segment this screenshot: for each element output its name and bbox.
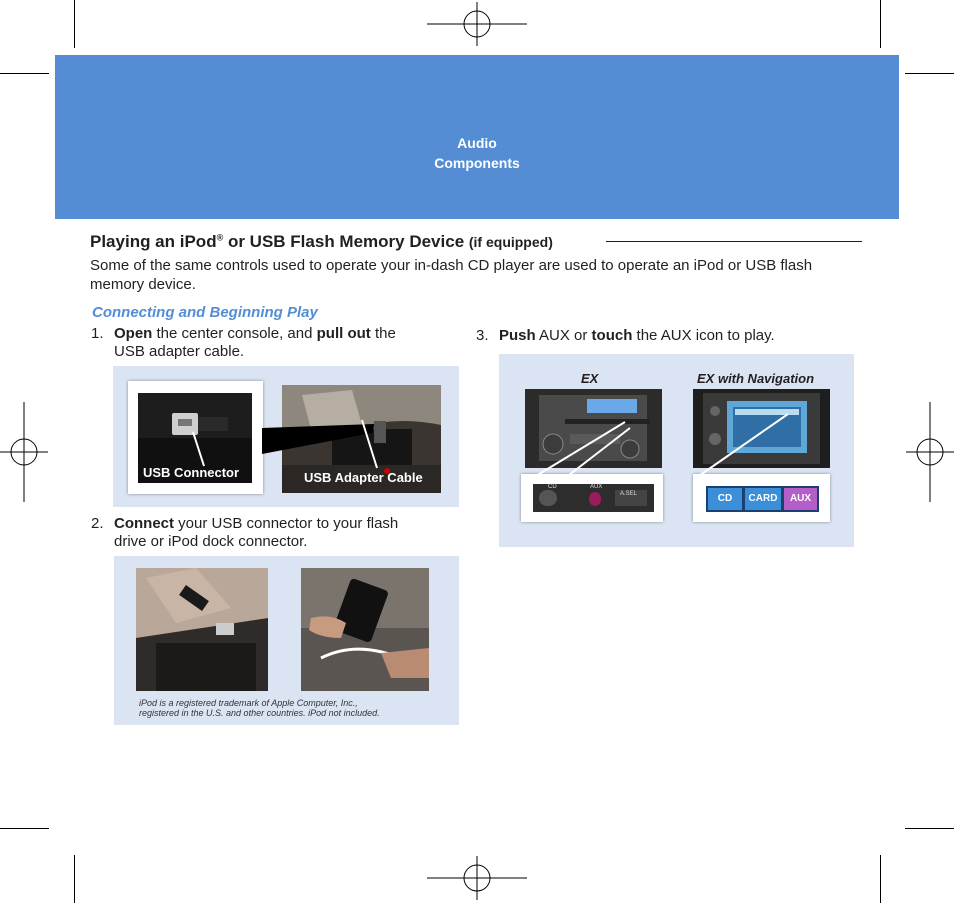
step-number: 2.	[91, 515, 104, 532]
step-verb: Open	[114, 325, 153, 342]
step-text	[114, 515, 398, 533]
step-text-part: the center console, and	[152, 325, 317, 342]
title-main: Playing an iPod	[90, 232, 217, 251]
section-title	[90, 232, 553, 252]
cd-button[interactable]	[539, 490, 557, 506]
crop-mark	[74, 0, 75, 48]
ipod-photo	[301, 568, 429, 691]
step-text	[114, 325, 396, 343]
asel-button-label: A.SEL	[620, 491, 638, 497]
callout-lines	[520, 410, 820, 490]
step-1	[91, 325, 431, 365]
step-number: 3.	[476, 327, 489, 344]
crop-mark	[880, 0, 881, 48]
step-text-part: the AUX icon to play.	[632, 327, 775, 344]
trademark-line-1: iPod is a registered trademark of Apple Computer, Inc.,	[139, 698, 358, 708]
plug-in-photo	[136, 568, 268, 691]
title-qualifier: (if equipped)	[468, 234, 553, 250]
step-verb: Push	[499, 327, 536, 344]
callout-wedge	[262, 410, 402, 470]
step-verb: Connect	[114, 515, 174, 532]
step-text	[499, 327, 775, 345]
banner-line-1: Audio	[457, 135, 497, 151]
crop-mark	[0, 73, 49, 74]
crop-mark	[0, 828, 49, 829]
step-2	[91, 515, 431, 555]
step-verb: touch	[591, 327, 633, 344]
step-text-part: the	[370, 325, 396, 342]
nav-aux-button[interactable]: AUX	[784, 488, 817, 510]
title-rule	[606, 241, 862, 242]
trademark-note	[139, 698, 439, 718]
nav-card-button[interactable]: CARD	[745, 488, 781, 510]
usb-connector-label: USB Connector	[143, 465, 240, 480]
nav-cd-button[interactable]: CD	[708, 488, 742, 510]
trademark-line-2: registered in the U.S. and other countries. iPod not included.	[139, 708, 380, 718]
step-text-line2: USB adapter cable.	[114, 343, 245, 360]
step-3	[476, 327, 856, 347]
title-registered-mark: ®	[216, 232, 224, 243]
registration-mark	[0, 402, 48, 502]
title-rest: or USB Flash Memory Device	[223, 232, 469, 251]
intro-paragraph: Some of the same controls used to operate your in-dash CD player are used to operate an iPod or USB flash memory device.	[90, 257, 813, 293]
callout-line	[190, 430, 210, 470]
step-number: 1.	[91, 325, 104, 342]
crop-mark	[880, 855, 881, 903]
aux-button[interactable]	[589, 492, 601, 506]
registration-mark	[427, 2, 527, 46]
crop-mark	[74, 855, 75, 903]
step-text-part: your USB connector to your flash	[174, 515, 399, 532]
banner-line-2: Components	[434, 155, 520, 171]
ex-label: EX	[581, 371, 599, 386]
aux-button-label: AUX	[590, 484, 603, 490]
section-banner	[55, 55, 899, 219]
subheading: Connecting and Beginning Play	[92, 304, 318, 321]
step-text-part: AUX or	[535, 327, 592, 344]
registration-mark	[427, 856, 527, 900]
cd-button-label: CD	[548, 484, 557, 490]
crop-mark	[905, 828, 954, 829]
step-text-line2: drive or iPod dock connector.	[114, 533, 308, 550]
ex-nav-label: EX with Navigation	[697, 371, 815, 386]
usb-cable-label: USB Adapter Cable	[304, 470, 423, 485]
registration-mark	[906, 402, 954, 502]
step-verb: pull out	[316, 325, 371, 342]
crop-mark	[905, 73, 954, 74]
